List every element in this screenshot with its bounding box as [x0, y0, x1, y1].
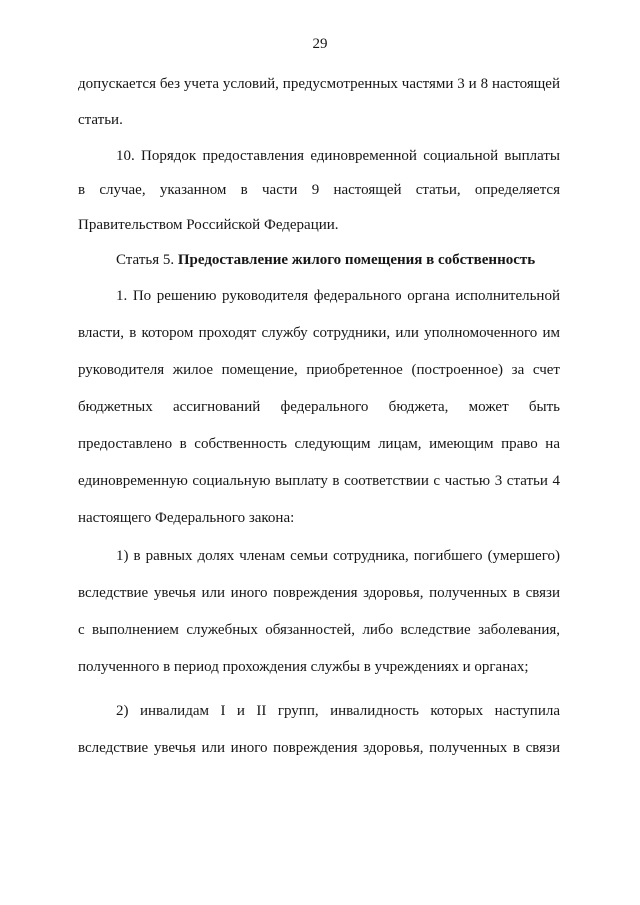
- text-line: Правительством Российской Федерации.: [78, 217, 339, 233]
- text-line: настоящего Федерального закона:: [78, 510, 295, 526]
- text-line: полученного в период прохождения службы в учреждениях и органах;: [78, 659, 529, 675]
- text-line: статьи.: [78, 112, 123, 128]
- text-line: бюджетных ассигнований федерального бюджета, может быть: [78, 399, 560, 415]
- article-label: Статья 5.: [116, 252, 175, 268]
- article-title: Предоставление жилого помещения в собственность: [177, 252, 536, 268]
- list-item-1-first-line: 1) в равных долях членам семьи сотрудника, погибшего (умершего): [116, 548, 560, 564]
- text-line: вследствие увечья или иного повреждения здоровья, полученных в связи: [78, 585, 560, 601]
- paragraph-10-first-line: 10. Порядок предоставления единовременной социальной выплаты: [116, 148, 560, 164]
- text-line: власти, в котором проходят службу сотрудники, или уполномоченного им: [78, 325, 560, 341]
- page-number: 29: [312, 36, 328, 52]
- text-line: руководителя жилое помещение, приобретенное (построенное) за счет: [78, 362, 560, 378]
- paragraph-1-first-line: 1. По решению руководителя федерального органа исполнительной: [116, 288, 560, 304]
- article-heading: [116, 250, 560, 270]
- text-line: с выполнением служебных обязанностей, либо вследствие заболевания,: [78, 622, 560, 638]
- text-line: допускается без учета условий, предусмотренных частями 3 и 8 настоящей: [78, 76, 560, 92]
- text-line: предоставлено в собственность следующим лицам, имеющим право на: [78, 436, 560, 452]
- text-line: единовременную социальную выплату в соответствии с частью 3 статьи 4: [78, 473, 560, 489]
- list-item-2-first-line: 2) инвалидам I и II групп, инвалидность которых наступила: [116, 703, 560, 719]
- text-line: в случае, указанном в части 9 настоящей статьи, определяется: [78, 182, 560, 198]
- text-line: вследствие увечья или иного повреждения здоровья, полученных в связи: [78, 740, 560, 756]
